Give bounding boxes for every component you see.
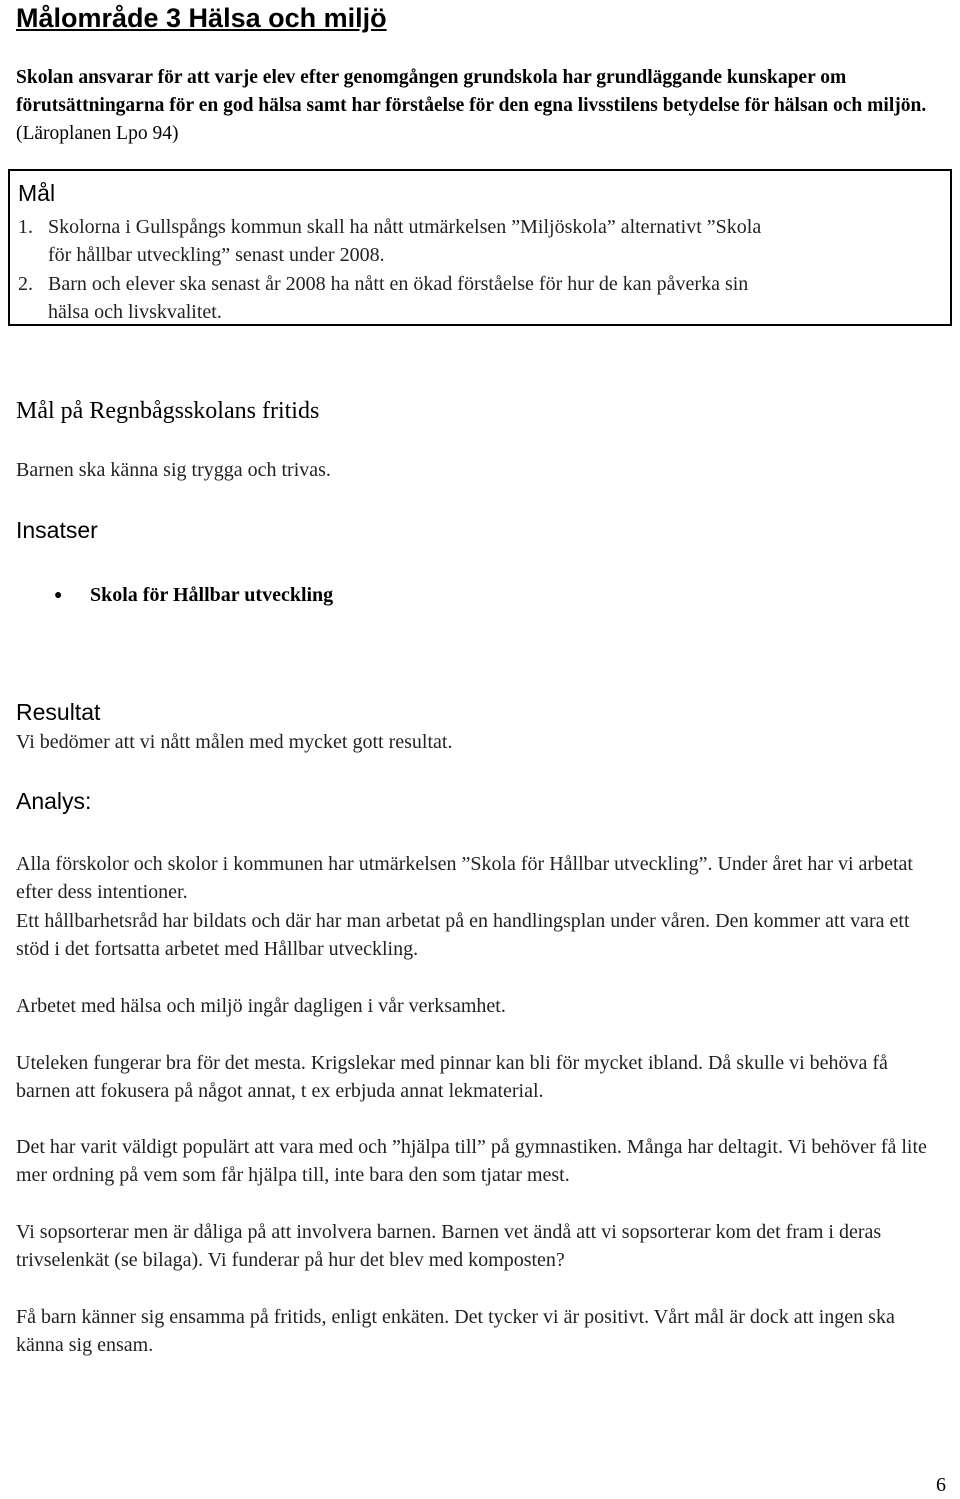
goal-text-line1: Skolorna i Gullspångs kommun skall ha nått utmärkelsen ”Miljöskola” alternativt ”Skola	[48, 216, 762, 238]
analys-paragraph-3: Arbetet med hälsa och miljö ingår dagligen i vår verksamhet.	[16, 995, 506, 1017]
insatser-heading: Insatser	[16, 517, 98, 543]
analys-paragraph-5: Det har varit väldigt populärt att vara med och ”hjälpa till” på gymnastiken. Många har deltagit. Vi behöver få lite mer ordning på vem som får hjälpa till, inte bara den som tjatar mest.	[16, 1136, 927, 1186]
analys-paragraph-1: Alla förskolor och skolor i kommunen har utmärkelsen ”Skola för Hållbar utveckling”. Under året har vi arbetat efter dess intentioner.	[16, 853, 913, 903]
goal-number: 1.	[18, 216, 33, 238]
analys-paragraph-6: Vi sopsorterar men är dåliga på att involvera barnen. Barnen vet ändå att vi sopsorterar kom det fram i deras trivselenkät (se bilaga). Vi funderar på hur det blev med komposten?	[16, 1221, 882, 1271]
goals-heading: Mål	[18, 180, 56, 206]
intro-text: Skolan ansvarar för att varje elev efter genomgången grundskola har grundläggande kunskaper om förutsättningarna för en god hälsa samt har förståelse för den egna livsstilens betydelse för hälsan och miljön.	[16, 67, 927, 116]
bullet-icon: ●	[54, 588, 63, 603]
goal-number: 2.	[18, 273, 33, 295]
analys-paragraph-7: Få barn känner sig ensamma på fritids, enligt enkäten. Det tycker vi är positivt. Vårt mål är dock att ingen ska känna sig ensam.	[16, 1306, 895, 1356]
page-number: 6	[936, 1474, 946, 1496]
resultat-heading: Resultat	[16, 699, 101, 725]
goal-text-line1: Barn och elever ska senast år 2008 ha nått en ökad förståelse för hur de kan påverka sin	[48, 273, 749, 295]
analys-heading: Analys:	[16, 788, 92, 814]
analys-paragraph-2: Ett hållbarhetsråd har bildats och där har man arbetat på en handlingsplan under våren. Den kommer att vara ett stöd i det fortsatta arbetet med Hållbar utveckling.	[16, 910, 910, 960]
analys-paragraph-4: Uteleken fungerar bra för det mesta. Krigslekar med pinnar kan bli för mycket ibland. Då skulle vi behöva få barnen att fokusera på något annat, t ex erbjuda annat lekmaterial.	[16, 1052, 888, 1102]
intro-reference: (Läroplanen Lpo 94)	[16, 123, 179, 144]
goals-box	[8, 169, 952, 326]
insatser-bullet-text: Skola för Hållbar utveckling	[90, 584, 334, 606]
fritids-heading: Mål på Regnbågsskolans fritids	[16, 398, 320, 424]
resultat-text: Vi bedömer att vi nått målen med mycket gott resultat.	[16, 731, 453, 753]
goal-item-1	[18, 213, 942, 269]
fritids-text: Barnen ska känna sig trygga och trivas.	[16, 459, 331, 481]
insatser-bullet-item	[54, 580, 333, 611]
intro-paragraph	[16, 64, 936, 148]
goal-item-2	[18, 270, 942, 326]
goal-text-line2: hälsa och livskvalitet.	[48, 301, 222, 323]
page-title: Målområde 3 Hälsa och miljö	[16, 3, 387, 33]
goal-text-line2: för hållbar utveckling” senast under 2008.	[48, 244, 385, 266]
